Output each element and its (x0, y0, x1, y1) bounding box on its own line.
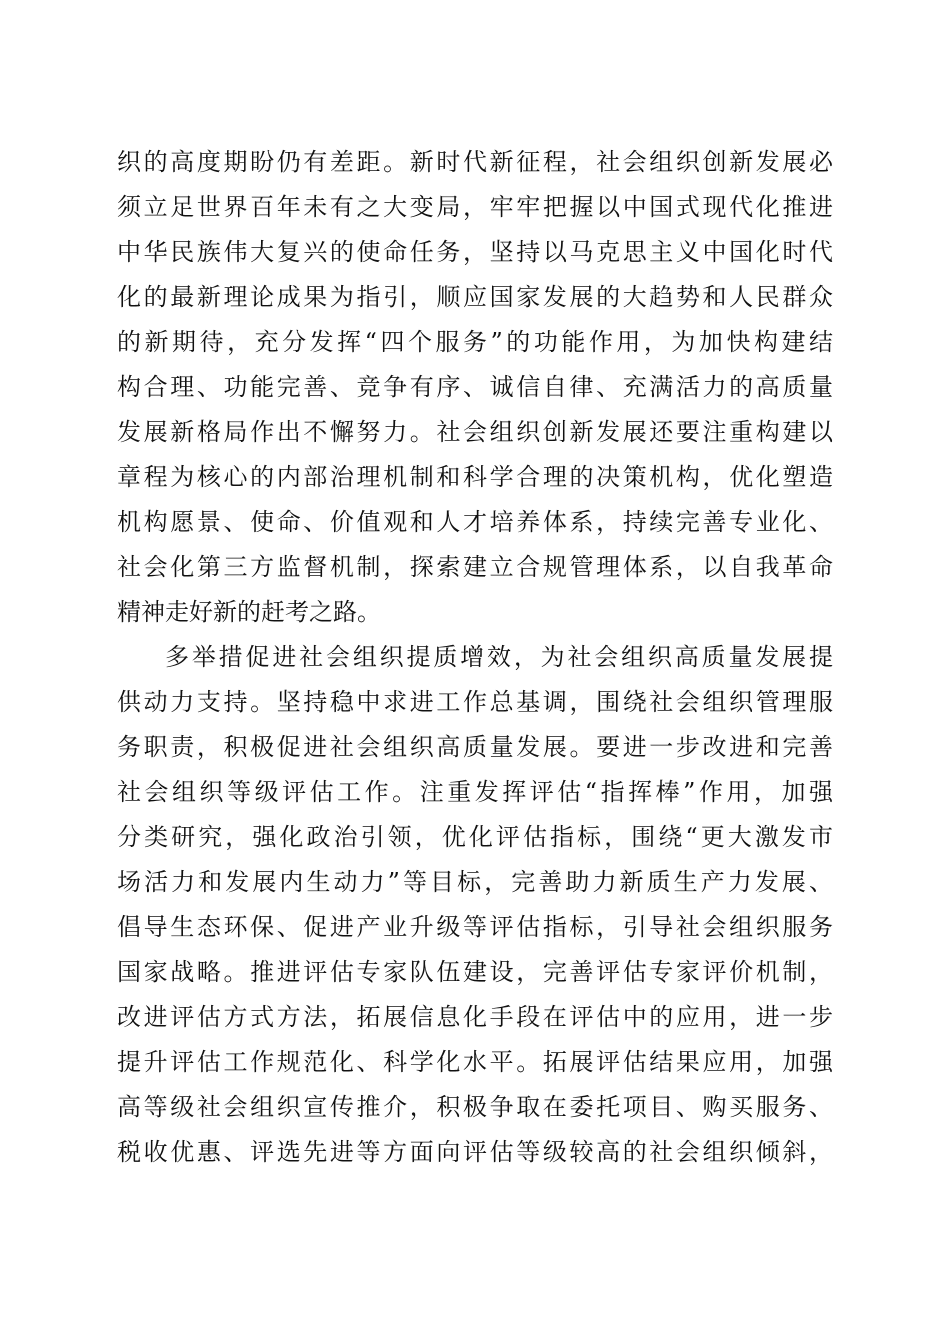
text-line: 的新期待，充分发挥“四个服务”的功能作用，为加快构建结 (117, 328, 833, 356)
text-line: 倡导生态环保、促进产业升级等评估指标，引导社会组织服务 (117, 913, 833, 941)
text-line: 构合理、功能完善、竞争有序、诚信自律、充满活力的高质量 (117, 373, 833, 401)
text-line: 织的高度期盼仍有差距。新时代新征程，社会组织创新发展必 (117, 148, 833, 176)
text-line: 场活力和发展内生动力”等目标，完善助力新质生产力发展、 (117, 868, 833, 896)
text-line: 国家战略。推进评估专家队伍建设，完善评估专家评价机制， (117, 958, 833, 986)
text-line: 须立足世界百年未有之大变局，牢牢把握以中国式现代化推进 (117, 193, 833, 221)
document-body (117, 140, 833, 1175)
paragraph-1 (117, 140, 833, 635)
text-line: 分类研究，强化政治引领，优化评估指标，围绕“更大激发市 (117, 823, 833, 851)
text-line: 化的最新理论成果为指引，顺应国家发展的大趋势和人民群众 (117, 283, 833, 311)
text-line: 社会组织等级评估工作。注重发挥评估“指挥棒”作用，加强 (117, 778, 833, 806)
text-line: 务职责，积极促进社会组织高质量发展。要进一步改进和完善 (117, 733, 833, 761)
text-line: 多举措促进社会组织提质增效，为社会组织高质量发展提 (165, 643, 833, 671)
text-line: 精神走好新的赶考之路。 (117, 598, 381, 626)
text-line: 章程为核心的内部治理机制和科学合理的决策机构，优化塑造 (117, 463, 833, 491)
paragraph-2 (117, 635, 833, 1175)
text-line: 提升评估工作规范化、科学化水平。拓展评估结果应用，加强 (117, 1048, 833, 1076)
text-line: 税收优惠、评选先进等方面向评估等级较高的社会组织倾斜， (117, 1138, 833, 1166)
text-line: 中华民族伟大复兴的使命任务，坚持以马克思主义中国化时代 (117, 238, 833, 266)
text-line: 改进评估方式方法，拓展信息化手段在评估中的应用，进一步 (117, 1003, 833, 1031)
text-line: 高等级社会组织宣传推介，积极争取在委托项目、购买服务、 (117, 1093, 833, 1121)
text-line: 发展新格局作出不懈努力。社会组织创新发展还要注重构建以 (117, 418, 833, 446)
text-line: 社会化第三方监督机制，探索建立合规管理体系，以自我革命 (117, 553, 833, 581)
text-line: 供动力支持。坚持稳中求进工作总基调，围绕社会组织管理服 (117, 688, 833, 716)
text-line: 机构愿景、使命、价值观和人才培养体系，持续完善专业化、 (117, 508, 833, 536)
